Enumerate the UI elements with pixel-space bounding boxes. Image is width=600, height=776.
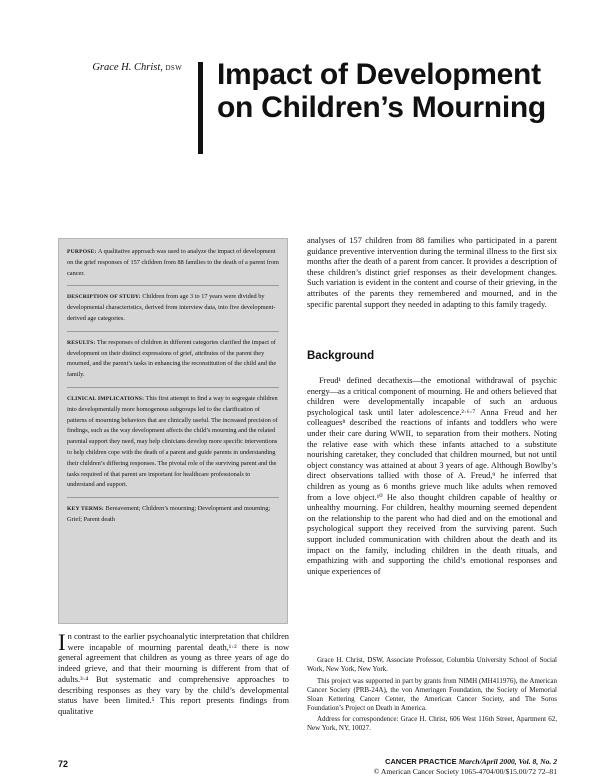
author-degree: DSW	[165, 64, 182, 72]
footnotes	[307, 656, 557, 736]
author-byline	[62, 62, 182, 73]
abstract-text: The responses of children in different categories clarified the impact of development on their distinct expressions of grief, attributes of the parent they mourned, and the parent’s tasks in enhancing the reconstitution of the child and the family.	[67, 338, 277, 379]
abstract-description	[67, 292, 279, 331]
author-name: Grace H. Christ,	[92, 62, 163, 73]
copyright-line: © American Cancer Society 1065-4704/00/$15.00/72 72–81	[373, 766, 557, 776]
abstract-clinical-implications	[67, 394, 279, 498]
journal-issue: March/April 2000, Vol. 8, No. 2	[458, 757, 557, 766]
journal-name: CANCER PRACTICE	[385, 757, 457, 766]
footnote-correspondence: Address for correspondence: Grace H. Christ, 606 West 116th Street, Apartment 62, New York, NY, 10027.	[307, 715, 557, 733]
drop-cap: I	[58, 630, 66, 655]
article-title: Impact of Development on Children’s Mourning	[217, 58, 546, 124]
abstract-purpose	[67, 247, 279, 286]
body-paragraph: analyses of 157 children from 88 families who participated in a parent guidance preventive intervention during the terminal illness to the first six months after the death of a parent from cancer. It provides a description of these children’s distinct grief responses as their development changes. Such variation is evident in the content and course of their grieving, in the attributes of the parents they remembered and mourned, and in the specific parental support they needed in adapting to this family tragedy.	[307, 236, 557, 309]
journal-footer	[374, 757, 557, 776]
abstract-label: DESCRIPTION OF STUDY:	[67, 294, 141, 301]
abstract-text: A qualitative approach was used to analyze the impact of development on the grief responses of 157 children from 88 families to the death of a parent from cancer.	[67, 248, 279, 277]
title-rule	[198, 62, 203, 154]
abstract-text: This first attempt to find a way to segregate children into developmentally more homogenous subgroups led to the clarification of patterns of mourning behaviors that are clinically useful. The increased precision of findings, such as the way development affects the child’s mourning and the related parental support they need, may help clinicians develop more specific interventions to help children cope with the death of a parent and guide parents in understanding their children’s differing responses. The pivotal role of the surviving parent and the tasks required of that parent are important for healthcare professionals to understand and support.	[67, 394, 278, 489]
footnote-affiliation: Grace H. Christ, DSW, Associate Professor, Columbia University School of Social Work, New York, New York.	[307, 656, 557, 673]
section-heading-background: Background	[307, 350, 375, 362]
abstract-results	[67, 338, 279, 388]
abstract-box	[58, 238, 288, 624]
footnote-funding: This project was supported in part by grants from NIMH (MH411976), the American Cancer Society (PRB-24A), the von Ameringen Foundation, the Society of Memorial Sloan Kettering Cancer Center, the American Cancer Society, and The Soros Foundation’s Project on Death in America.	[307, 676, 557, 712]
abstract-text: Children from age 3 to 17 years were divided by developmental characteristics, derived from interview data, into five development-derived age categories.	[67, 293, 276, 322]
abstract-key-terms	[67, 504, 279, 526]
intro-text: n contrast to the earlier psychoanalytic interpretation that children were incapable of mourning parental death,¹·² there is now general agreement that children as young as three years of age do indeed grieve, and that their mourning is different from that of adults.³·⁴ But systematic and comprehensive approaches to describing responses as they vary by the child’s developmental status have been limited.⁵ This report presents findings from qualitative	[58, 632, 289, 716]
background-paragraph: Freud¹ defined decathexis—the emotional withdrawal of psychic energy—as a critical component of mourning. He and others believed that children were developmentally incapable of such an arduous psychological task until later adolescence.²·⁶·⁷ Anna Freud and her colleagues⁸ described the reactions of infants and toddlers who were under their care during WWII, to separation from their mothers. Noting the relative ease with which these infants attached to a substitute nourishing caretaker, they concluded that children mourned, but not until object constancy was attained at about 3 years of age. Although Bowlby’s direct observations tallied with those of A. Freud,⁹ he inferred that children as young as 6 months grieve much like adults when removed from a love object.¹⁰ He also thought children capable of healthy or unhealthy mourning. For children, healthy mourning seemed dependent on the relationship to the parent who had died and on the emotional and psychological support they received from the surviving parent. Such support included communication with children about the death and its impact on the family, including children in the death rituals, and empathizing with and supporting the child’s emotional responses and unique experiences of	[307, 376, 557, 576]
page-number: 72	[58, 759, 69, 769]
intro-paragraph	[58, 632, 289, 718]
abstract-label: RESULTS:	[67, 339, 96, 346]
abstract-label: PURPOSE:	[67, 249, 97, 255]
abstract-label: KEY TERMS:	[67, 506, 104, 513]
abstract-text: Bereavement; Children’s mourning; Development and mourning; Grief; Parent death	[67, 505, 271, 523]
abstract-label: CLINICAL IMPLICATIONS:	[67, 395, 145, 402]
right-column-intro	[307, 236, 557, 310]
